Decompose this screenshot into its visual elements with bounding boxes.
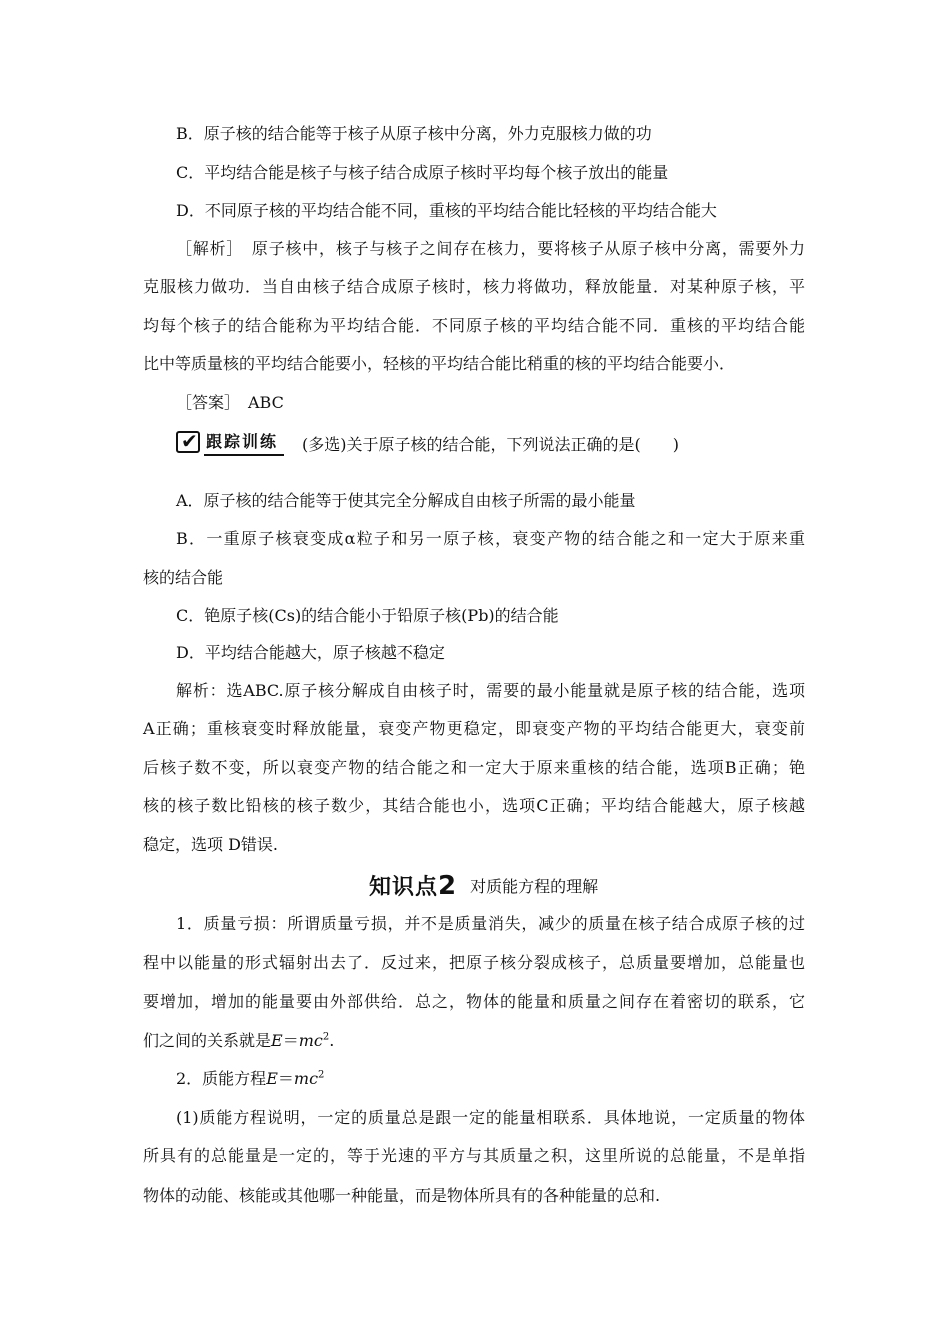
p2-formula-exp: 2 [318, 1069, 325, 1081]
analysis2-line1: 解析：选ABC.原子核分解成自由核子时，需要的最小能量就是原子核的结合能，选项 [176, 681, 805, 700]
option-c-prev: C．平均结合能是核子与核子结合成原子核时平均每个核子放出的能量 [176, 163, 669, 182]
p2-formula-mc: mc [293, 1069, 319, 1088]
formula-mc: mc [298, 1031, 323, 1050]
option-b-prev: B．原子核的结合能等于核子从原子核中分离，外力克服核力做的功 [176, 124, 652, 143]
formula-exp: 2 [322, 1031, 330, 1043]
analysis2-line3: 后核子数不变，所以衰变产物的结合能之和一定大于原来重核的结合能，选项B正确；铯 [143, 758, 805, 777]
exercise-option-b-line1: B．一重原子核衰变成α粒子和另一原子核，衰变产物的结合能之和一定大于原来重 [176, 529, 805, 548]
p1-line4 [143, 1030, 334, 1052]
p1-line3: 要增加，增加的能量要由外部供给．总之，物体的能量和质量之间存在着密切的联系，它 [143, 992, 805, 1011]
exercise-option-c: C．铯原子核(Cs)的结合能小于铅原子核(Pb)的结合能 [176, 606, 559, 625]
badge-underline [204, 454, 284, 456]
p1-line4-suffix: . [329, 1031, 335, 1050]
section-title: 对质能方程的理解 [470, 877, 599, 896]
p3-line3: 物体的动能、核能或其他哪一种能量，而是物体所具有的各种能量的总和. [143, 1186, 661, 1205]
section-number: 2 [438, 870, 457, 901]
analysis1-line1: ［解析］ 原子核中，核子与核子之间存在核力，要将核子从原子核中分离，需要外力 [176, 239, 805, 258]
badge-label: 跟踪训练 [206, 432, 279, 451]
option-d-prev: D．不同原子核的平均结合能不同，重核的平均结合能比轻核的平均结合能大 [176, 201, 717, 220]
section-label: 知识点 [369, 875, 439, 900]
p3-line2: 所具有的总能量是一定的，等于光速的平方与其质量之积，这里所说的总能量，不是单指 [143, 1146, 805, 1165]
p3-line1: (1)质能方程说明，一定的质量总是跟一定的能量相联系．具体地说，一定质量的物体 [176, 1108, 805, 1127]
p2-prefix: 2．质能方程 [176, 1069, 267, 1088]
p1-line2: 程中以能量的形式辐射出去了．反过来，把原子核分裂成核子，总质量要增加，总能量也 [143, 953, 805, 972]
p1-line4-prefix: 们之间的关系就是 [143, 1031, 272, 1050]
analysis2-line5: 稳定，选项 D错误. [143, 835, 279, 854]
section-heading [369, 870, 598, 904]
formula-eq: ＝ [282, 1031, 299, 1050]
checkmark-icon: ✔ [181, 429, 198, 453]
formula-e: E [271, 1031, 283, 1050]
analysis1-line3: 均每个核子的结合能称为平均结合能．不同原子核的平均结合能不同．重核的平均结合能 [143, 316, 805, 335]
analysis1-line2: 克服核力做功．当自由核子结合成原子核时，核力将做功，释放能量．对某种原子核，平 [143, 277, 805, 296]
answer1: ［答案］ ABC [176, 393, 284, 412]
analysis2-line2: A正确；重核衰变时释放能量，衰变产物更稳定，即衰变产物的平均结合能更大，衰变前 [143, 719, 805, 738]
exercise-option-b-line2: 核的结合能 [143, 568, 224, 587]
p1-line1: 1．质量亏损：所谓质量亏损，并不是质量消失，减少的质量在核子结合成原子核的过 [176, 914, 805, 933]
p2-formula-eq: ＝ [277, 1069, 294, 1088]
follow-up-badge [176, 430, 286, 454]
exercise-question: (多选)关于原子核的结合能，下列说法正确的是( ) [302, 435, 679, 454]
analysis2-line4: 核的核子数比铅核的核子数少，其结合能也小，选项C正确；平均结合能越大，原子核越 [143, 796, 805, 815]
checkbox-icon [176, 431, 200, 453]
analysis1-line4: 比中等质量核的平均结合能要小，轻核的平均结合能比稍重的核的平均结合能要小． [143, 354, 736, 373]
p2-heading [176, 1068, 324, 1090]
exercise-option-d: D．平均结合能越大，原子核越不稳定 [176, 643, 445, 662]
exercise-option-a: A．原子核的结合能等于使其完全分解成自由核子所需的最小能量 [176, 491, 636, 510]
p2-formula-e: E [266, 1069, 278, 1088]
